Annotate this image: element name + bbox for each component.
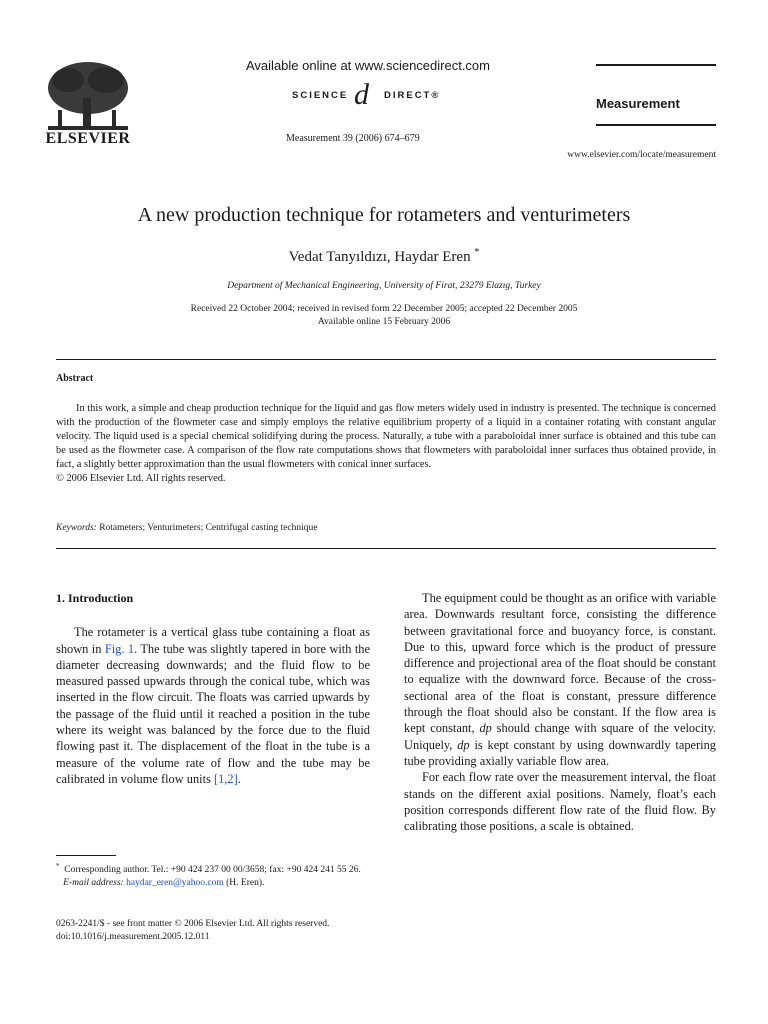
intro-paragraph <box>56 624 370 787</box>
article-dates <box>0 303 768 329</box>
issn-line: 0263-2241/$ - see front matter © 2006 Elsevier Ltd. All rights reserved. <box>56 919 330 929</box>
doi-line[interactable]: doi:10.1016/j.measurement.2005.12.011 <box>56 932 210 943</box>
sciencedirect-available-online[interactable]: Available online at www.sciencedirect.com <box>246 58 490 73</box>
right-paragraph-2: For each flow rate over the measurement interval, the float stands on the different axial positions. Namely, float’s each position corresponds different flow rate of the fluid flow. By calibrating those positions, a scale is obtained. <box>404 770 716 834</box>
intro-text-b: . The tube was slightly tapered in bore with the diameter decreasing downwards; and the fluid flow to be measured passed upwards through the conical tube, which was inserted in the flow circuit. The floats was carried upwards by the passage of the fluid until it reached a position in the tube where its weight was balanced by the force due to the fluid flowing past it. The displacement of the float in the tube is a measure of the volume rate of flow and the tube may be calibrated in volume flow units <box>56 641 371 786</box>
available-online-date: Available online 15 February 2006 <box>317 317 451 327</box>
sd-at-icon: d <box>354 78 369 111</box>
footnote-corresponding-text: Corresponding author. Tel.: +90 424 237 00 00/3658; fax: +90 424 241 55 26. <box>64 865 361 876</box>
email-label: E-mail address: <box>63 878 124 889</box>
journal-citation: Measurement 39 (2006) 674–679 <box>286 133 420 144</box>
footnote-rule <box>56 855 116 856</box>
footnote-corresponding <box>56 860 372 877</box>
journal-url[interactable]: www.elsevier.com/locate/measurement <box>567 150 716 160</box>
dp-symbol: dp <box>457 737 470 752</box>
right-column <box>404 590 716 834</box>
abstract-heading: Abstract <box>56 373 94 384</box>
elsevier-wordmark: ELSEVIER <box>45 130 131 147</box>
author-affiliation: Department of Mechanical Engineering, University of Firat, 23279 Elazıg, Turkey <box>227 281 541 291</box>
email-suffix: (H. Eren). <box>226 878 265 889</box>
journal-rule-top <box>596 64 716 66</box>
sd-direct-text: DIRECT® <box>384 90 441 101</box>
footnote-star: * <box>56 862 60 870</box>
keywords-list: Rotameters; Venturimeters; Centrifugal casting technique <box>99 523 318 533</box>
intro-text-a: The rotameter is a vertical glass tube containing a float as shown in <box>56 625 370 656</box>
sciencedirect-logo <box>292 80 452 110</box>
abstract-copyright: © 2006 Elsevier Ltd. All rights reserved. <box>56 473 226 485</box>
article-title: A new production technique for rotameters and venturimeters <box>137 204 631 226</box>
figure-link[interactable]: Fig. 1 <box>104 641 135 656</box>
author-names: Vedat Tanyıldızı, Haydar Eren <box>288 249 471 265</box>
author-mark[interactable]: * <box>474 247 480 258</box>
right-paragraph-1 <box>404 590 716 769</box>
dp-symbol: dp <box>479 721 492 736</box>
keywords-label: Keywords: <box>56 523 97 533</box>
journal-name: Measurement <box>596 96 680 111</box>
abstract-bottom-rule <box>56 548 716 549</box>
keywords <box>56 523 317 533</box>
abstract-top-rule <box>56 359 716 360</box>
footnote-email <box>56 877 372 890</box>
footnote <box>56 860 372 891</box>
received-dates: Received 22 October 2004; received in revised form 22 December 2005; accepted 22 December 2005 <box>190 304 578 314</box>
front-matter <box>56 918 329 945</box>
reference-link[interactable]: [1,2] <box>213 771 238 786</box>
abstract-body <box>56 402 716 487</box>
left-column <box>56 590 370 787</box>
sd-science-text: SCIENCE <box>292 90 349 101</box>
article-authors <box>0 247 768 266</box>
journal-rule-bottom <box>596 124 716 126</box>
p2-text-b: should change with square of the velocity. Uniquely, <box>404 721 716 752</box>
email-link[interactable]: haydar_eren@yahoo.com <box>126 878 224 889</box>
intro-text-c: . <box>237 771 241 786</box>
p2-text-a: The equipment could be thought as an orifice with variable area. Downwards resultant force, consisting the difference between gravitational force and buoyancy force, is constant. Due to this, upward force which is the product of pressure difference and projectional area of the float should be constant to equalize with the downward force. Because of the cross-sectional area of the float is constant, pressure difference through the float should also be constant. If the flow area is kept constant, <box>404 591 716 736</box>
p2-text-c: is kept constant by using downwardly tapering tube providing axially variable flow area. <box>404 737 716 768</box>
section-heading-introduction: 1. Introduction <box>56 591 134 605</box>
abstract-text: In this work, a simple and cheap production technique for the liquid and gas flow meters widely used in industry is presented. The technique is concerned with the production of the flowmeter case and simply employs the relative equilibrium property of a liquid in a container rotating with constant angular velocity. The liquid used is a special chemical solidifying during the process. Naturally, a tube with a paraboloidal inner surface is obtained and this tube can be used as the flowmeter case. A comparison of the flow rate computations shows that flowmeters with paraboloidal inner surfaces thus obtained provide, in fact, a slightly better approximation than the usual flowmeters with conical inner surfaces. <box>56 403 716 471</box>
